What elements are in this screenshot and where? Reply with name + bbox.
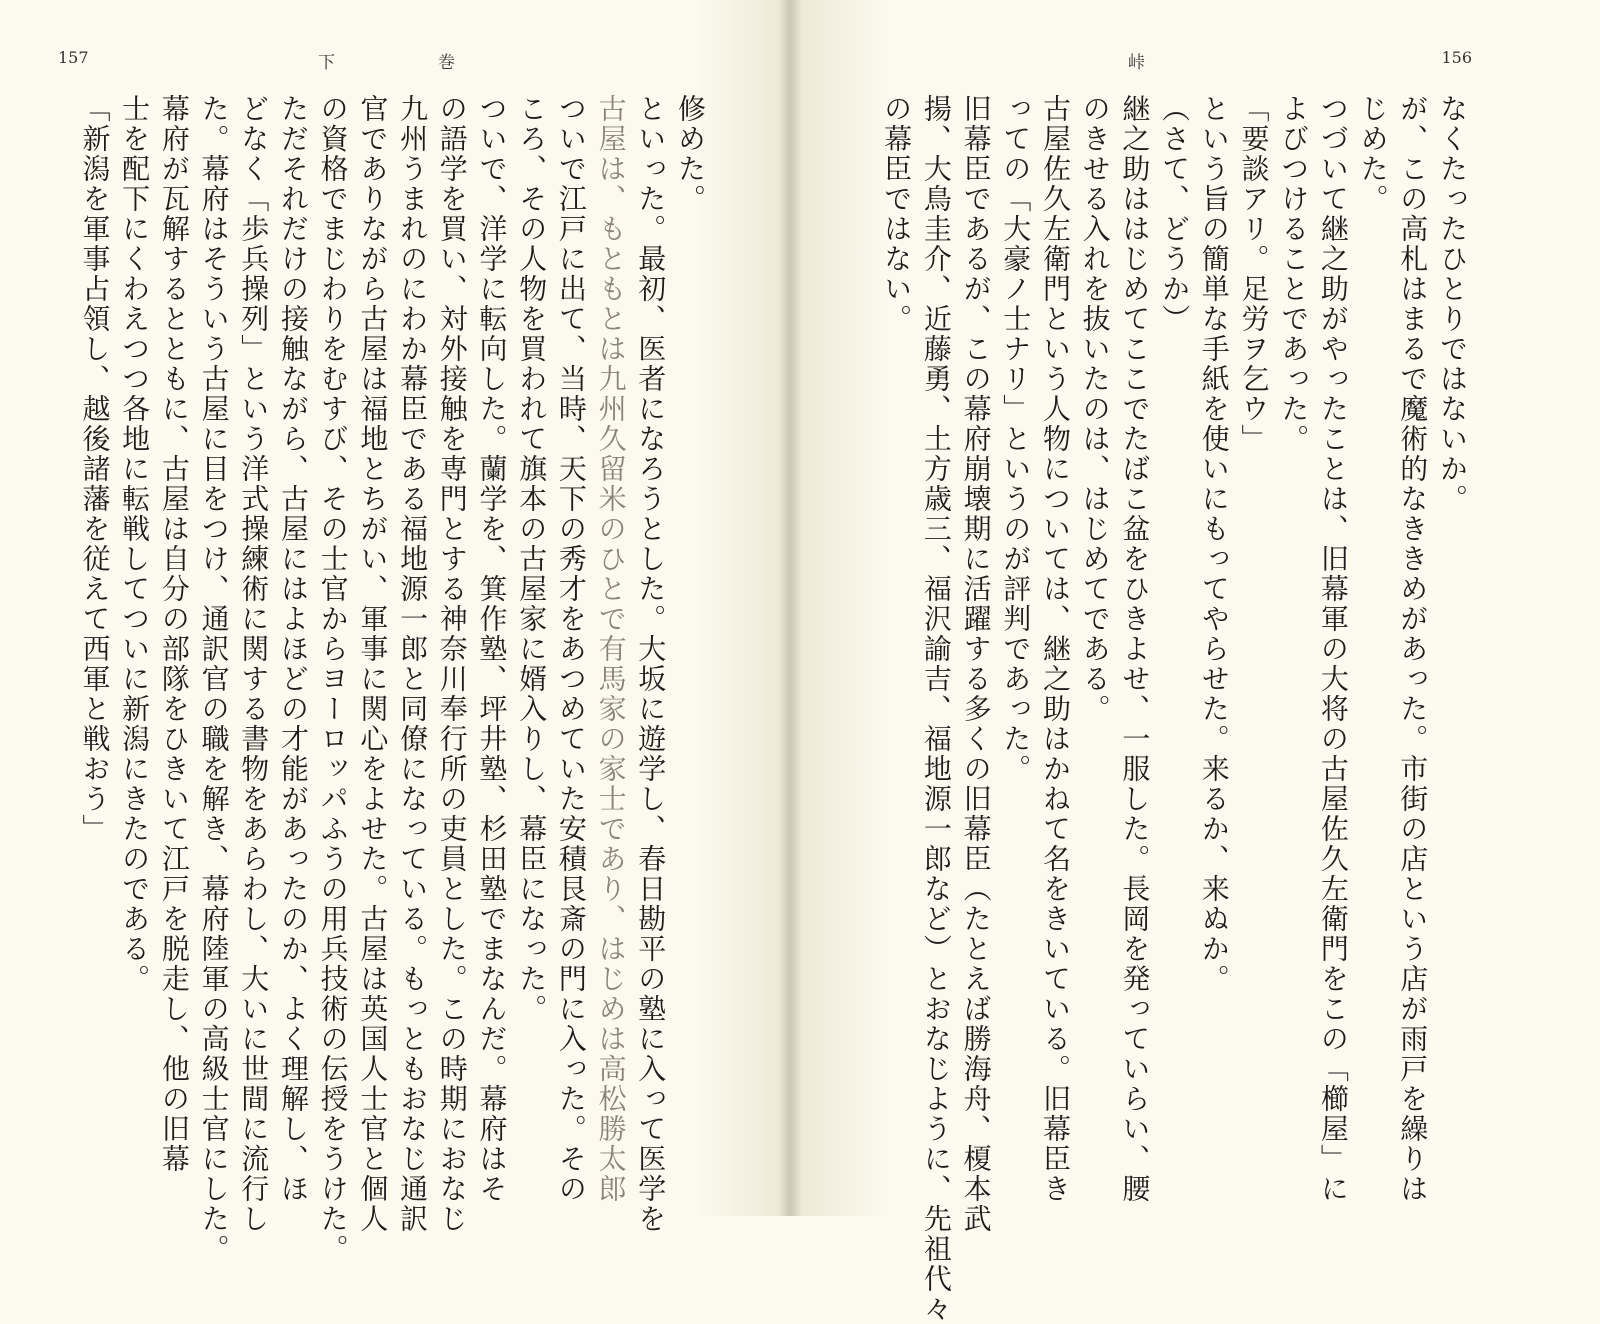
text-line: よびつけることであった。: [1277, 94, 1311, 454]
text-line: 官でありながら古屋は福地とちがい、軍事に関心をよせた。古屋は英国人士官と個人: [356, 94, 390, 1234]
text-line: 古屋佐久左衛門という人物については、継之助はかねて名をきいている。旧幕臣き: [1038, 94, 1072, 1204]
text-line: ころ、その人物を買われて旗本の古屋家に婿入りし、幕臣になった。: [515, 94, 549, 1024]
text-line: の幕臣ではない。: [880, 94, 914, 334]
text-line: が、この高札はまるで魔術的なききめがあった。市街の店という店が雨戸を繰りは: [1396, 94, 1430, 1204]
text-line: 古屋は、もともとは九州久留米のひとで有馬家の家士であり、はじめは高松勝太郎: [594, 94, 628, 1204]
left-page: [0, 0, 790, 1264]
text-line: 九州うまれのにわか幕臣である福地源一郎と同僚になっている。もっともおなじ通訳: [396, 94, 430, 1234]
text-line: っての「大豪ノ士ナリ」というのが評判であった。: [999, 94, 1033, 784]
running-header-title: 峠: [1128, 53, 1145, 73]
text-line: の語学を買い、対外接触を専門とする神奈川奉行所の吏員とした。この時期におなじ: [435, 94, 469, 1234]
text-line: のきせる入れを抜いたのは、はじめてである。: [1078, 94, 1112, 724]
page-number-left: 157: [58, 48, 89, 67]
page-number-right: 156: [1441, 48, 1472, 67]
text-line: どなく「歩兵操列」という洋式操練術に関する書物をあらわし、大いに世間に流行し: [237, 94, 271, 1234]
running-header-volume-2: 巻: [438, 53, 455, 73]
text-line: つづいて継之助がやったことは、旧幕軍の大将の古屋佐久左衛門をこの「櫛屋」に: [1316, 94, 1350, 1204]
text-line: ただそれだけの接触ながら、古屋にはよほどの才能があったのか、よく理解し、ほ: [276, 94, 310, 1204]
text-line: 揚、大鳥圭介、近藤勇、土方歳三、福沢諭吉、福地源一郎など）とおなじように、先祖代々: [919, 94, 953, 1324]
book-gutter: [778, 0, 802, 1216]
text-line: た。幕府はそういう古屋に目をつけ、通訳官の職を解き、幕府陸軍の高級士官にした。: [197, 94, 231, 1264]
text-line: ついで、洋学に転向した。蘭学を、箕作塾、坪井塾、杉田塾でまなんだ。幕府はそ: [475, 94, 509, 1204]
text-line: といった。最初、医者になろうとした。大坂に遊学し、春日勘平の塾に入って医学を: [634, 94, 668, 1234]
text-line: 幕府が瓦解するとともに、古屋は自分の部隊をひきいて江戸を脱走し、他の旧幕: [157, 94, 191, 1174]
text-line: 「要談アリ。足労ヲ乞ウ」: [1237, 94, 1271, 454]
right-page: [790, 0, 1600, 1324]
left-page-body: [75, 94, 710, 1264]
text-line: の資格でまじわりをむすび、その士官からヨーロッパふうの用兵技術の伝授をうけた。: [316, 94, 350, 1264]
running-header-volume: 下: [318, 53, 335, 73]
text-line: （さて、どうか）: [1158, 94, 1192, 334]
text-line: 旧幕臣であるが、この幕府崩壊期に活躍する多くの旧幕臣（たとえば勝海舟、榎本武: [959, 94, 993, 1234]
text-line: 修めた。: [674, 94, 707, 214]
text-line: 士を配下にくわえつつ各地に転戦してついに新潟にきたのである。: [118, 94, 152, 994]
text-line: 継之助ははじめてここでたばこ盆をひきよせ、一服した。長岡を発っていらい、腰: [1118, 94, 1152, 1204]
text-line: 「新潟を軍事占領し、越後諸藩を従えて西軍と戦おう」: [78, 94, 112, 844]
right-page-body: [876, 94, 1472, 1324]
text-line: ついで江戸に出て、当時、天下の秀才をあつめていた安積艮斎の門に入った。その: [554, 94, 588, 1204]
text-line: という旨の簡単な手紙を使いにもってやらせた。来るか、来ぬか。: [1197, 94, 1231, 994]
text-line: じめた。: [1356, 94, 1390, 214]
text-line: なくたったひとりではないか。: [1436, 94, 1469, 514]
